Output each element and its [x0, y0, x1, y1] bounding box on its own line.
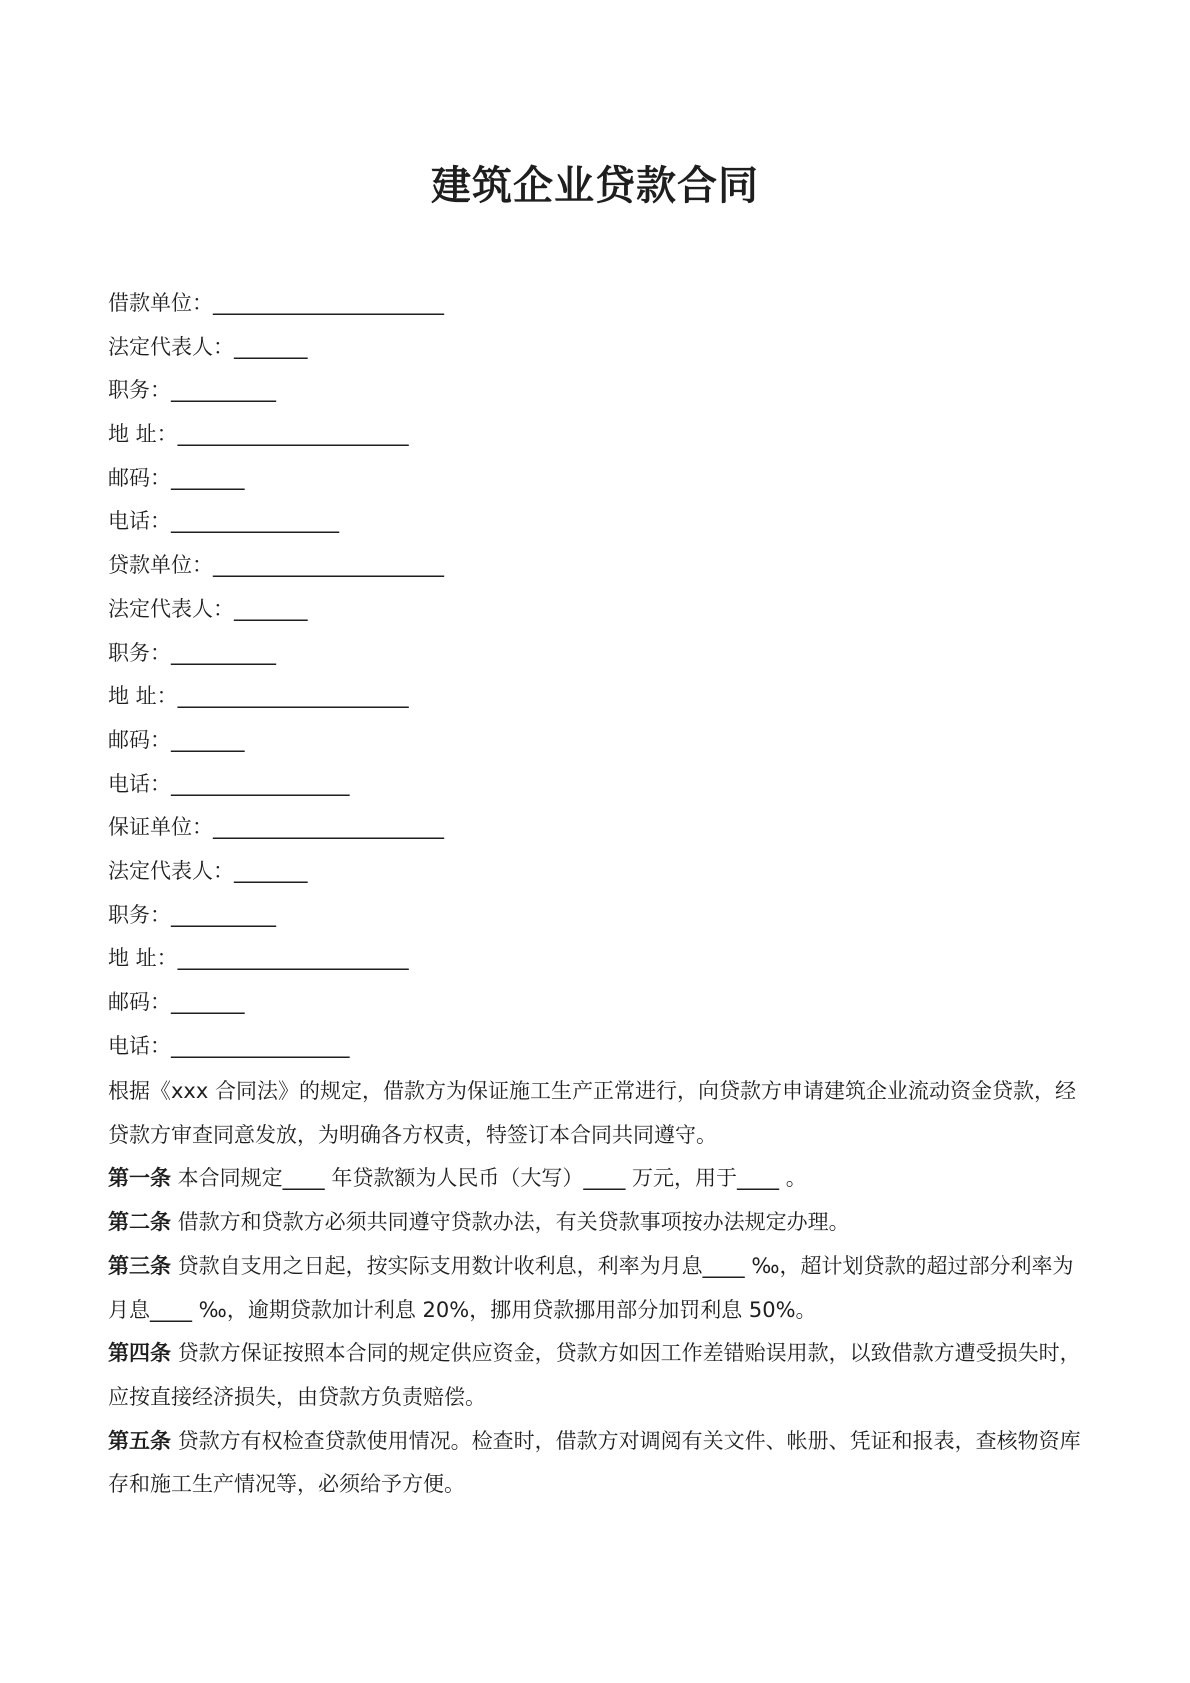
article-3 [108, 1245, 1093, 1332]
article-2-text: 借款方和贷款方必须共同遵守贷款办法，有关贷款事项按办法规定办理。 [171, 1210, 850, 1235]
field-lender-legal-rep: 法定代表人：_______ [108, 596, 308, 621]
field-guarantor-unit: 保证单位：______________________ [108, 815, 444, 840]
article-4-text: 贷款方保证按照本合同的规定供应资金，贷款方如因工作差错贻误用款，以致借款方遭受损失时，应按直接经济损失，由贷款方负责赔偿。 [108, 1341, 1081, 1409]
article-1-heading: 第一条 [108, 1166, 171, 1191]
field-guarantor-postcode: 邮码：_______ [108, 990, 245, 1014]
field-guarantor-position: 职务：__________ [108, 902, 276, 927]
field-borrower-phone: 电话：________________ [108, 509, 339, 534]
article-2-heading: 第二条 [108, 1210, 171, 1235]
field-lender-phone: 电话：_________________ [108, 771, 350, 796]
article-5-heading: 第五条 [108, 1428, 171, 1453]
article-2 [108, 1201, 1093, 1245]
field-borrower-address: 地 址：______________________ [108, 422, 409, 447]
field-lender-position: 职务：__________ [108, 640, 276, 665]
article-3-heading: 第三条 [108, 1253, 171, 1278]
contract-body [108, 1070, 1093, 1507]
article-5-text: 贷款方有权检查贷款使用情况。检查时，借款方对调阅有关文件、帐册、凭证和报表，查核物资库存和施工生产情况等，必须给予方便。 [108, 1428, 1081, 1497]
party-fields [108, 282, 1088, 1068]
document-title: 建筑企业贷款合同 [431, 163, 759, 209]
article-4-heading: 第四条 [108, 1341, 171, 1366]
field-lender-postcode: 邮码：_______ [108, 727, 245, 752]
field-guarantor-address: 地 址：______________________ [108, 946, 409, 971]
field-guarantor-phone: 电话：_________________ [108, 1033, 350, 1058]
field-borrower-unit: 借款单位：______________________ [108, 291, 444, 315]
article-5 [108, 1420, 1093, 1507]
field-borrower-position: 职务：__________ [108, 378, 276, 403]
article-1 [108, 1157, 1093, 1201]
article-3-text: 贷款自支用之日起，按实际支用数计收利息，利率为月息____ ‰，超计划贷款的超过部分利率为月息____ ‰，逾期贷款加计利息 20%，挪用贷款挪用部分加罚利息 50%。 [108, 1253, 1074, 1322]
article-1-text: 本合同规定____ 年贷款额为人民币（大写）____ 万元，用于____ 。 [171, 1166, 807, 1191]
field-lender-address: 地 址：______________________ [108, 684, 409, 709]
article-4 [108, 1332, 1093, 1419]
field-lender-unit: 贷款单位：______________________ [108, 553, 444, 578]
field-borrower-legal-rep: 法定代表人：_______ [108, 334, 308, 359]
preamble-paragraph: 根据《xxx 合同法》的规定，借款方为保证施工生产正常进行，向贷款方申请建筑企业流动资金贷款，经贷款方审查同意发放，为明确各方权责，特签订本合同共同遵守。 [108, 1079, 1076, 1147]
field-borrower-postcode: 邮码：_______ [108, 465, 245, 490]
field-guarantor-legal-rep: 法定代表人：_______ [108, 858, 308, 883]
